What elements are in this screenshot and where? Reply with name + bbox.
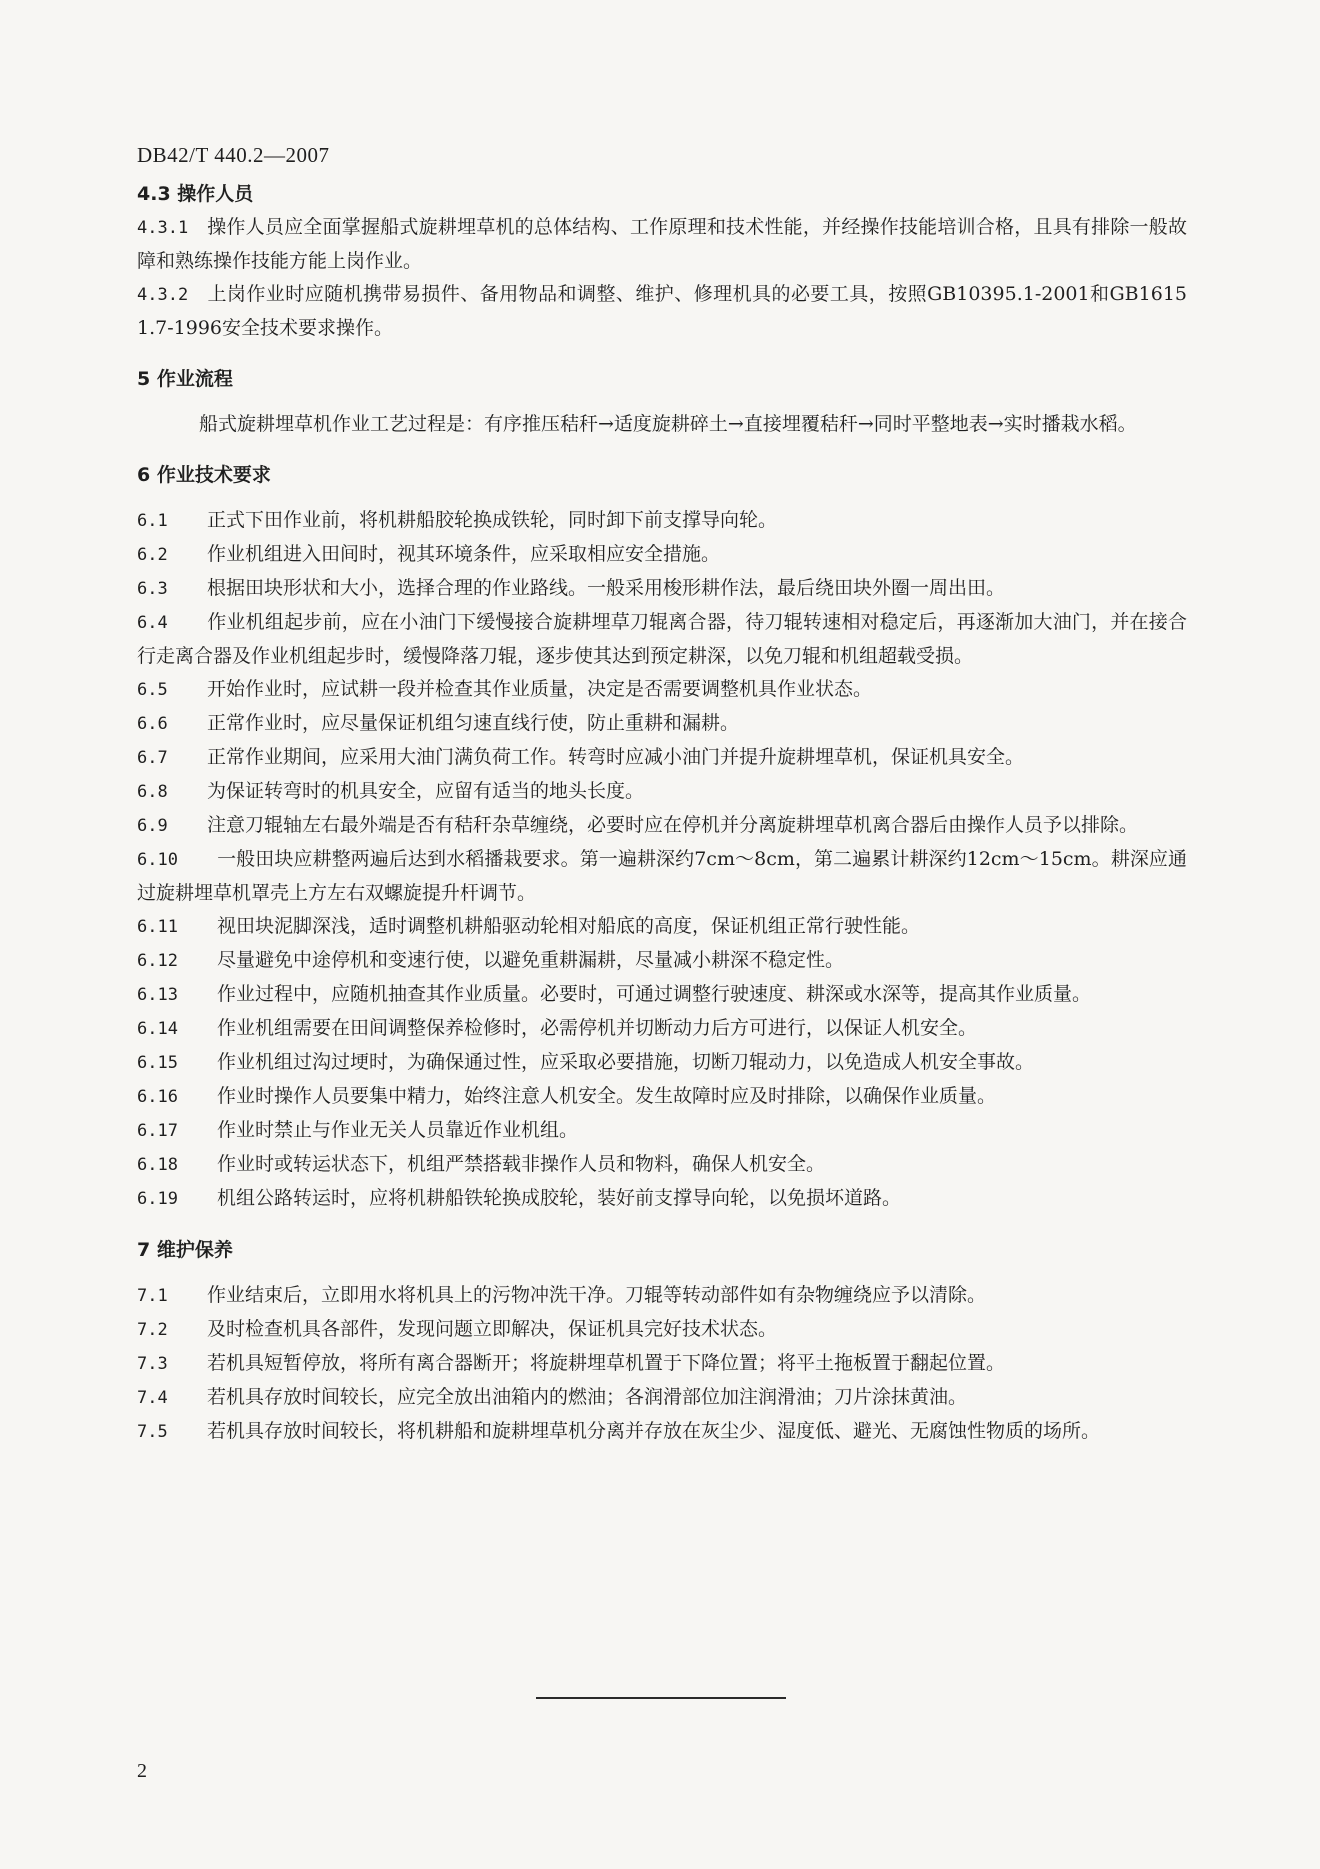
clause [137,673,1187,707]
clause-number: 6.9 [137,816,168,836]
clause-text: 作业机组起步前，应在小油门下缓慢接合旋耕埋草刀辊离合器，待刀辊转速相对稳定后，再逐渐加大油门，并在接合行走离合器及作业机组起步时，缓慢降落刀辊，逐步使其达到预定耕深，以免刀辊和机组超载受损。 [137,611,1187,667]
clause-number: 7.3 [137,1354,168,1374]
clause-text: 尽量避免中途停机和变速行使，以避免重耕漏耕，尽量减小耕深不稳定性。 [217,949,845,971]
clause-text: 机组公路转运时，应将机耕船铁轮换成胶轮，装好前支撑导向轮，以免损坏道路。 [217,1187,902,1209]
clause [137,606,1187,673]
section-6-list [137,504,1187,1216]
clause-text: 视田块泥脚深浅，适时调整机耕船驱动轮相对船底的高度，保证机组正常行驶性能。 [217,915,921,937]
clause-number: 7.5 [137,1422,168,1442]
clause-number: 6.14 [137,1019,178,1039]
clause-text: 若机具存放时间较长，应完全放出油箱内的燃油；各润滑部位加注润滑油；刀片涂抹黄油。 [207,1386,968,1408]
clause [137,1415,1187,1449]
clause-number: 6.3 [137,579,168,599]
clause [137,1114,1187,1148]
standard-code: DB42/T 440.2—2007 [137,143,330,167]
clause-text: 开始作业时，应试耕一段并检查其作业质量，决定是否需要调整机具作业状态。 [207,678,873,700]
clause-number: 6.4 [137,613,168,633]
section-7-heading: 7 维护保养 [137,1239,233,1261]
clause [137,1381,1187,1415]
clause-number: 4.3.1 [137,218,189,238]
clause [137,775,1187,809]
clause-4-3-1 [137,211,1187,278]
clause-text: 正常作业时，应尽量保证机组匀速直线行使，防止重耕和漏耕。 [207,712,740,734]
clause [137,1046,1187,1080]
clause-number: 6.5 [137,680,168,700]
clause [137,707,1187,741]
clause-number: 6.16 [137,1087,178,1107]
clause-number: 7.2 [137,1320,168,1340]
clause [137,809,1187,843]
clause [137,1182,1187,1216]
clause-number: 6.18 [137,1155,178,1175]
clause-text: 作业机组进入田间时，视其环境条件，应采取相应安全措施。 [207,543,721,565]
clause-number: 4.3.2 [137,285,189,305]
clause-text: 作业结束后，立即用水将机具上的污物冲洗干净。刀辊等转动部件如有杂物缠绕应予以清除。 [207,1284,987,1306]
clause-text: 为保证转弯时的机具安全，应留有适当的地头长度。 [207,780,645,802]
clause-text: 及时检查机具各部件，发现问题立即解决，保证机具完好技术状态。 [207,1318,778,1340]
clause [137,1313,1187,1347]
end-of-text-rule [536,1697,786,1699]
page-number: 2 [137,1760,147,1782]
clause-text: 作业机组需要在田间调整保养检修时，必需停机并切断动力后方可进行，以保证人机安全。 [217,1017,978,1039]
clause-text: 一般田块应耕整两遍后达到水稻播栽要求。第一遍耕深约7cm～8cm，第二遍累计耕深约12cm～15cm。耕深应通过旋耕埋草机罩壳上方左右双螺旋提升杆调节。 [137,848,1187,904]
clause [137,910,1187,944]
clause [137,504,1187,538]
clause-text: 作业时禁止与作业无关人员靠近作业机组。 [217,1119,579,1141]
clause-text: 操作人员应全面掌握船式旋耕埋草机的总体结构、工作原理和技术性能，并经操作技能培训合格，且具有排除一般故障和熟练操作技能方能上岗作业。 [137,216,1187,272]
clause-number: 6.7 [137,748,168,768]
clause-number: 7.4 [137,1388,168,1408]
clause-text: 作业时操作人员要集中精力，始终注意人机安全。发生故障时应及时排除，以确保作业质量。 [217,1085,997,1107]
clause-text: 作业过程中，应随机抽查其作业质量。必要时，可通过调整行驶速度、耕深或水深等，提高其作业质量。 [217,983,1092,1005]
clause-number: 6.6 [137,714,168,734]
section-4-3-heading: 4.3 操作人员 [137,183,254,205]
clause [137,1148,1187,1182]
document-body [137,178,1187,1449]
section-5-text: 船式旋耕埋草机作业工艺过程是：有序推压秸秆→适度旋耕碎土→直接埋覆秸秆→同时平整地表→实时播栽水稻。 [199,413,1137,435]
clause-text: 作业机组过沟过埂时，为确保通过性，应采取必要措施，切断刀辊动力，以免造成人机安全事故。 [217,1051,1035,1073]
clause-number: 6.13 [137,985,178,1005]
clause-text: 根据田块形状和大小，选择合理的作业路线。一般采用梭形耕作法，最后绕田块外圈一周出田。 [207,577,1006,599]
clause-4-3-2 [137,278,1187,345]
clause-number: 6.2 [137,545,168,565]
clause-text: 作业时或转运状态下，机组严禁搭载非操作人员和物料，确保人机安全。 [217,1153,826,1175]
section-5-heading: 5 作业流程 [137,368,233,390]
clause [137,1080,1187,1114]
clause-text: 若机具短暂停放，将所有离合器断开；将旋耕埋草机置于下降位置；将平土拖板置于翻起位置。 [207,1352,1006,1374]
clause-text: 正常作业期间，应采用大油门满负荷工作。转弯时应减小油门并提升旋耕埋草机，保证机具安全。 [207,746,1025,768]
section-6-heading: 6 作业技术要求 [137,464,271,486]
clause-text: 若机具存放时间较长，将机耕船和旋耕埋草机分离并存放在灰尘少、湿度低、避光、无腐蚀性物质的场所。 [207,1420,1101,1442]
clause-number: 6.1 [137,511,168,531]
clause-number: 6.10 [137,850,178,870]
clause [137,843,1187,910]
clause-number: 6.12 [137,951,178,971]
clause [137,1347,1187,1381]
clause [137,978,1187,1012]
clause-number: 6.17 [137,1121,178,1141]
clause [137,572,1187,606]
clause [137,1279,1187,1313]
section-7-list [137,1279,1187,1449]
clause [137,741,1187,775]
clause [137,538,1187,572]
clause-text: 注意刀辊轴左右最外端是否有秸秆杂草缠绕，必要时应在停机并分离旋耕埋草机离合器后由操作人员予以排除。 [207,814,1139,836]
clause-number: 6.15 [137,1053,178,1073]
clause [137,1012,1187,1046]
clause [137,944,1187,978]
clause-number: 6.19 [137,1189,178,1209]
clause-number: 6.11 [137,917,178,937]
clause-text: 正式下田作业前，将机耕船胶轮换成铁轮，同时卸下前支撑导向轮。 [207,509,778,531]
clause-number: 6.8 [137,782,168,802]
clause-text: 上岗作业时应随机携带易损件、备用物品和调整、维护、修理机具的必要工具，按照GB10395.1-2001和GB16151.7-1996安全技术要求操作。 [137,283,1187,339]
clause-number: 7.1 [137,1286,168,1306]
